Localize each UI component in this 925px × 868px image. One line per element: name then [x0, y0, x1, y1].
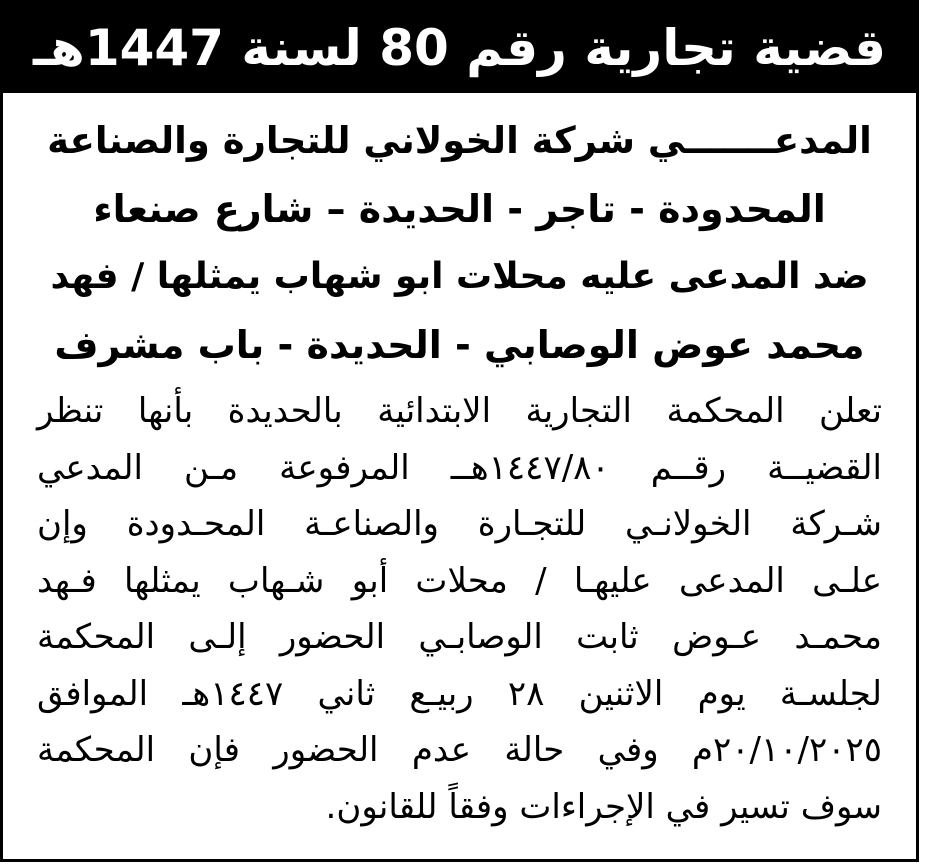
- case-title: قضية تجارية رقم 80 لسنة 1447هـ: [3, 3, 916, 93]
- body-line: علـى المدعى عليهـا / محلات أبو شـهاب يمثلها فـهد: [37, 560, 882, 601]
- body-line: سوف تسير في الإجراءات وفقاً للقانون.: [325, 786, 882, 827]
- body-line: ٢٠/١٠/٢٠٢٥م وفي حالة عدم الحضور فإن المحكمة: [37, 730, 882, 770]
- notice-body: [37, 383, 882, 835]
- body-line: محمـد عـوض ثابت الوصابـي الحضور إلـى المحكمة: [37, 617, 882, 657]
- defendant-line: ضد المدعى عليه محلات ابو شهاب يمثلها / فهد: [50, 256, 869, 297]
- parties-block: [43, 107, 876, 379]
- body-line: لجلسـة يوم الاثنين ٢٨ ربيـع ثاني ١٤٤٧هـ الموافق: [37, 673, 883, 714]
- body-line: تعلن المحكمة التجارية الابتدائية بالحديدة بأنها تنظر: [37, 391, 882, 431]
- defendant-details-line: محمد عوض الوصابي - الحديدة - باب مشرف: [54, 323, 865, 367]
- body-line: شـركة الخولانـي للتجـارة والصناعـة المحـدودة وإن: [37, 504, 882, 544]
- plaintiff-details-line: المحدودة - تاجر - الحديدة – شارع صنعاء: [93, 187, 826, 231]
- body-line: القضيــة رقــم ١٤٤٧/٨٠هــ المرفوعة مـن المدعي: [37, 447, 882, 488]
- plaintiff-line: المدعـــــــي شركة الخولاني للتجارة والصناعة: [47, 119, 872, 162]
